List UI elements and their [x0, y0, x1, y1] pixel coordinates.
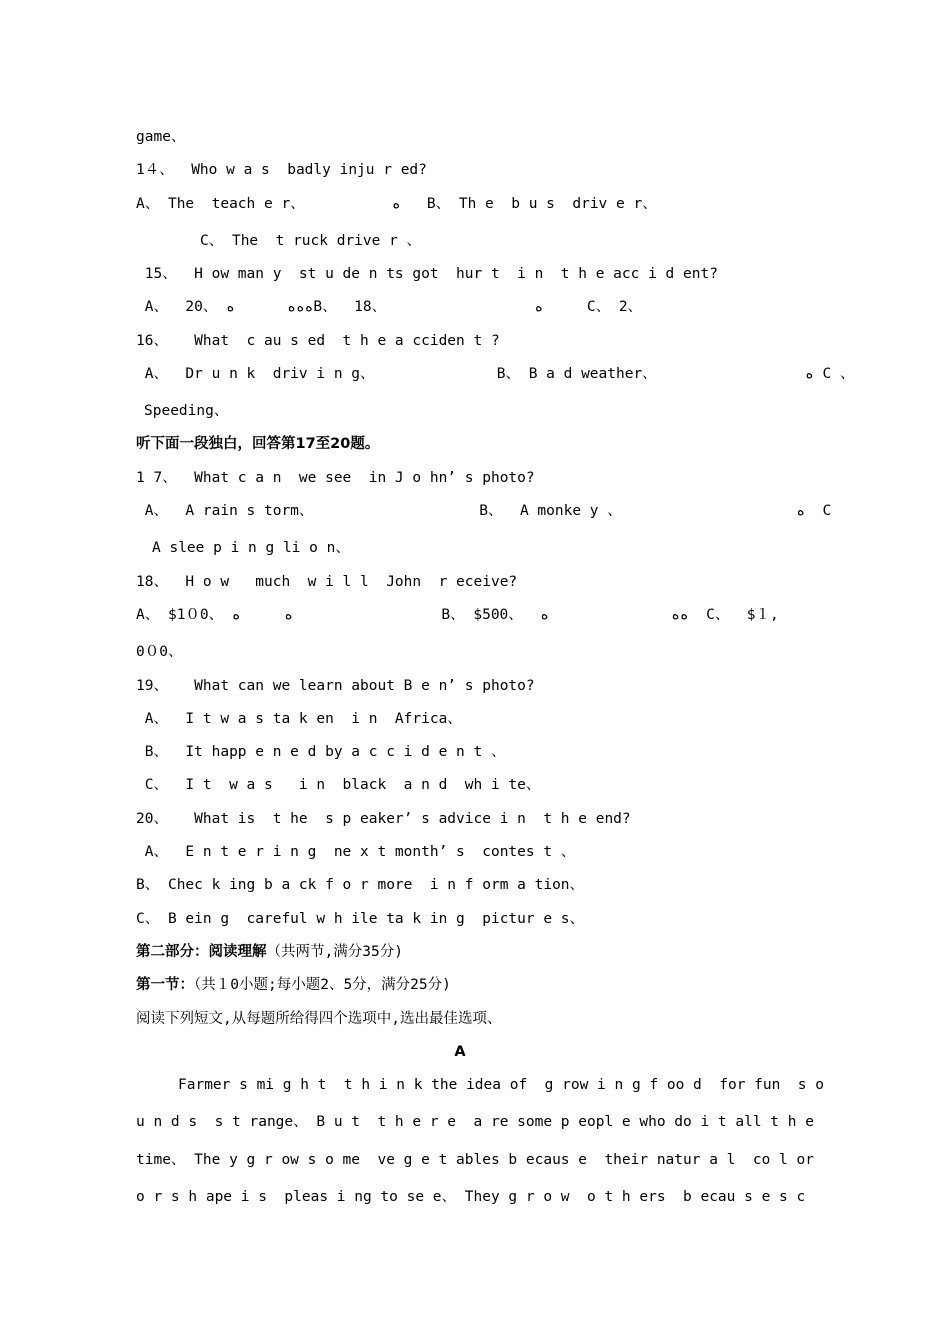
question-18: 18、 H o w much w i l l John r eceive? — [136, 574, 518, 590]
q17-option-c: A slee p i n g li o n、 — [152, 540, 350, 556]
section1-heading — [136, 975, 451, 995]
question-14: 1４、 Who w a s badly inju r ed? — [136, 162, 427, 178]
passage-letter: A — [454, 1044, 466, 1060]
part2-heading — [136, 942, 403, 962]
q14-options: A、 The teach e r、 ﻩ B、 Th e b u s driv e r、 — [136, 196, 657, 212]
question-16: 16、 What c au s ed t h e a cciden t ? — [136, 333, 500, 349]
q19-option-a: A、 I t w a s ta k en i n Africa、 — [136, 711, 462, 727]
q19-option-b: B、 It happ e n e d by a c c i d e n t 、 — [136, 744, 506, 760]
text-line: game、 — [136, 129, 186, 145]
q15-options: A、 20、 ﻩﻩﻩ ﻩB、 18、 ﻩ C、 2、 — [136, 299, 643, 315]
q20-option-a: A、 E n t e r i n g ne x t month’ s contes t 、 — [136, 844, 576, 860]
part2-heading-rest: （共两节,满分35分) — [266, 944, 403, 960]
section1-heading-rest: （共１0小题;每小题2、5分，满分25分) — [194, 977, 451, 993]
listening-instruction: 听下面一段独白，回答第17至20题。 — [136, 436, 380, 452]
question-19: 19、 What can we learn about B e n’ s photo? — [136, 678, 535, 694]
part2-heading-bold: 第二部分：阅读理解 — [136, 944, 267, 960]
q19-option-c: C、 I t w a s i n black a n d wh i te、 — [136, 777, 541, 793]
passage-line: time、 The y g r ow s o me ve g e t ables b ecaus e their natur a l co l or — [136, 1152, 814, 1168]
q20-option-b: B、 Chec k ing b a ck f o r more i n f orm a tion、 — [136, 877, 585, 893]
question-17: 1 7、 What c a n we see in J o hn’ s photo? — [136, 470, 535, 486]
q18-options: A、 $1０0、 ﻩ ﻩ B、 $500、 ﻩﻩ ﻩ C、 $１, — [136, 607, 779, 623]
q20-option-c: C、 B ein g careful w h ile ta k in g pictur e s、 — [136, 911, 585, 927]
section1-heading-bold: 第一节： — [136, 977, 194, 993]
passage-line: Farmer s mi g h t t h i n k the idea of g row i n g f oo d for fun s o — [178, 1077, 825, 1093]
q14-option-c: C、 The t ruck drive r 、 — [200, 233, 422, 249]
passage-line: u n d s s t range、 B u t t h e r e a re some p eopl e who do i t all t h e — [136, 1114, 814, 1130]
question-15: 15、 H ow man y st u de n ts got hur t i n t h e acc i d ent? — [136, 266, 718, 282]
q16-options: A、 Dr u n k driv i n g、 B、 B a d weather、 ﻩ C 、 — [136, 366, 855, 382]
question-20: 20、 What is t he s p eaker’ s advice i n t h e end? — [136, 811, 631, 827]
q18-option-c-cont: 0０0、 — [136, 644, 183, 660]
q17-options: A、 A rain s torm、 B、 A monke y 、 ﻩ C — [136, 503, 832, 519]
reading-instruction: 阅读下列短文,从每题所给得四个选项中,选出最佳选项、 — [136, 1011, 502, 1027]
passage-line: o r s h ape i s pleas i ng to se e、 They g r o w o t h ers b ecau s e s c — [136, 1189, 806, 1205]
q16-option-c: Speeding、 — [144, 403, 229, 419]
